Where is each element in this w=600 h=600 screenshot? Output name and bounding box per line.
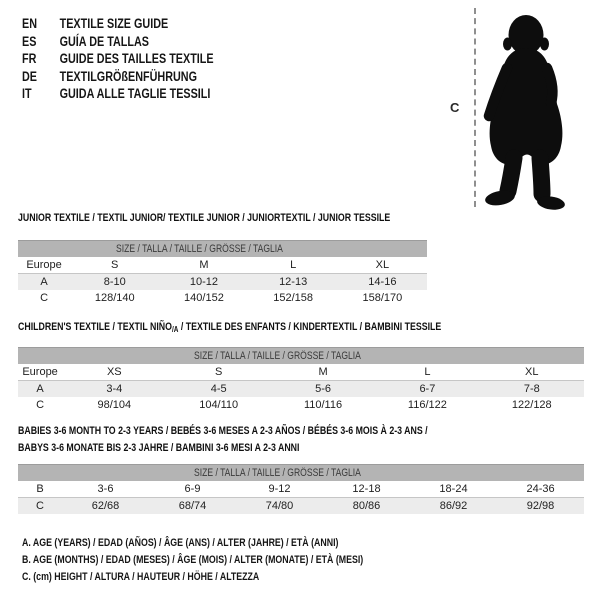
- size-cell: 80/86: [323, 498, 410, 515]
- size-cell: 140/152: [184, 292, 224, 304]
- nino-a-subscript: /A: [171, 325, 179, 334]
- language-row: [22, 68, 214, 86]
- babies-heading-line2: BABYS 3-6 MONATE BIS 2-3 JAHRE / BAMBINI 3-6 MESI A 2-3 ANNI: [18, 442, 300, 454]
- language-code: FR: [22, 51, 37, 67]
- size-cell: XL: [338, 257, 427, 274]
- size-cell: 12-18: [323, 481, 410, 498]
- babies-size-table: [18, 464, 584, 514]
- footnote-c: C. (cm) HEIGHT / ALTURA / HAUTEUR / HÖHE / ALTEZZA: [22, 571, 260, 583]
- table-row: [18, 481, 584, 498]
- table-row: [18, 397, 584, 413]
- size-cell: 68/74: [149, 498, 236, 515]
- row-label-cell: Europe: [18, 257, 70, 274]
- size-cell: XS: [62, 364, 166, 381]
- size-bar-row: [18, 465, 584, 482]
- table-row: [18, 274, 427, 291]
- footnote-a: A. AGE (YEARS) / EDAD (AÑOS) / ÂGE (ANS) / ALTER (JAHRE) / ETÀ (ANNI): [22, 537, 339, 549]
- row-label-cell: Europe: [18, 364, 62, 381]
- language-title: GUIDA ALLE TAGLIE TESSILI: [59, 86, 211, 102]
- size-cell: S: [167, 364, 271, 381]
- size-cell: 3-6: [62, 481, 149, 498]
- size-cell: 8-10: [70, 274, 159, 291]
- size-cell: 9-12: [236, 481, 323, 498]
- table-row: [18, 381, 584, 398]
- size-cell: 10-12: [159, 274, 248, 291]
- size-cell: 74/80: [236, 498, 323, 515]
- babies-section-heading: [18, 423, 428, 457]
- size-cell: 5-6: [271, 381, 375, 398]
- size-cell: M: [159, 257, 248, 274]
- size-cell: 158/170: [362, 292, 403, 304]
- table-row: [18, 498, 584, 515]
- table-row: [18, 257, 427, 274]
- children-section-heading: CHILDREN'S TEXTILE / TEXTIL NIÑO/A / TEXTILE DES ENFANTS / KINDERTEXTIL / BAMBINI TESSILE: [18, 321, 442, 334]
- size-cell: 6-9: [149, 481, 236, 498]
- size-cell: 116/122: [407, 399, 447, 411]
- size-cell: 110/116: [303, 399, 343, 411]
- size-cell: 14-16: [338, 274, 427, 291]
- children-size-table: [18, 347, 584, 413]
- junior-section-heading: JUNIOR TEXTILE / TEXTIL JUNIOR/ TEXTILE JUNIOR / JUNIORTEXTIL / JUNIOR TESSILE: [18, 212, 391, 224]
- height-measure-label: C: [450, 100, 460, 115]
- size-cell: 62/68: [62, 498, 149, 515]
- language-code: ES: [22, 33, 37, 49]
- size-cell: L: [249, 257, 338, 274]
- size-cell: 3-4: [62, 381, 166, 398]
- size-cell: 152/158: [273, 292, 314, 304]
- baby-silhouette: [481, 8, 573, 212]
- row-label-cell: C: [36, 399, 45, 411]
- size-bar: SIZE / TALLA / TAILLE / GRÖSSE / TAGLIA: [18, 241, 427, 258]
- size-bar: SIZE / TALLA / TAILLE / GRÖSSE / TAGLIA: [18, 348, 584, 365]
- row-label-cell: C: [40, 292, 49, 304]
- language-title: GUIDE DES TAILLES TEXTILE: [59, 51, 214, 67]
- size-cell: 7-8: [480, 381, 584, 398]
- table-row: [18, 290, 427, 306]
- language-row: [22, 50, 214, 68]
- size-cell: 122/128: [511, 399, 552, 411]
- language-code: IT: [22, 86, 32, 102]
- size-bar-row: [18, 348, 584, 365]
- size-cell: 4-5: [167, 381, 271, 398]
- size-cell: 92/98: [497, 498, 584, 515]
- size-cell: 12-13: [249, 274, 338, 291]
- size-cell: S: [70, 257, 159, 274]
- size-cell: XL: [480, 364, 584, 381]
- language-title: TEXTILE SIZE GUIDE: [59, 16, 169, 31]
- size-cell: 98/104: [97, 399, 132, 411]
- size-cell: 86/92: [410, 498, 497, 515]
- language-row: [22, 85, 214, 103]
- row-label-cell: B: [18, 481, 62, 498]
- size-cell: 6-7: [375, 381, 479, 398]
- language-code: DE: [22, 68, 38, 84]
- language-title: TEXTILGRÖßENFÜHRUNG: [59, 68, 197, 84]
- footnotes: [22, 535, 449, 586]
- row-label-cell: A: [18, 381, 62, 398]
- row-label-cell: A: [18, 274, 70, 291]
- row-label-cell: C: [18, 498, 62, 515]
- size-cell: 24-36: [497, 481, 584, 498]
- height-measure-dashed-line: [474, 8, 476, 207]
- size-bar-row: [18, 241, 427, 258]
- language-title-list: [22, 15, 214, 103]
- size-cell: 104/110: [199, 399, 239, 411]
- size-bar: SIZE / TALLA / TAILLE / GRÖSSE / TAGLIA: [18, 465, 584, 482]
- language-title: GUÍA DE TALLAS: [59, 33, 149, 49]
- size-cell: L: [375, 364, 479, 381]
- language-row: [22, 33, 214, 51]
- size-cell: 128/140: [94, 292, 135, 304]
- size-cell: M: [271, 364, 375, 381]
- size-cell: 18-24: [410, 481, 497, 498]
- junior-size-table: [18, 240, 427, 306]
- language-code: EN: [22, 16, 38, 31]
- babies-heading-line1: BABIES 3-6 MONTH TO 2-3 YEARS / BEBÉS 3-6 MESES A 2-3 AÑOS / BÉBÉS 3-6 MOIS À 2-3 ANS /: [18, 425, 428, 437]
- footnote-b: B. AGE (MONTHS) / EDAD (MESES) / ÂGE (MOIS) / ALTER (MONATE) / ETÀ (MESI): [22, 554, 364, 566]
- language-row: [22, 15, 214, 33]
- table-row: [18, 364, 584, 381]
